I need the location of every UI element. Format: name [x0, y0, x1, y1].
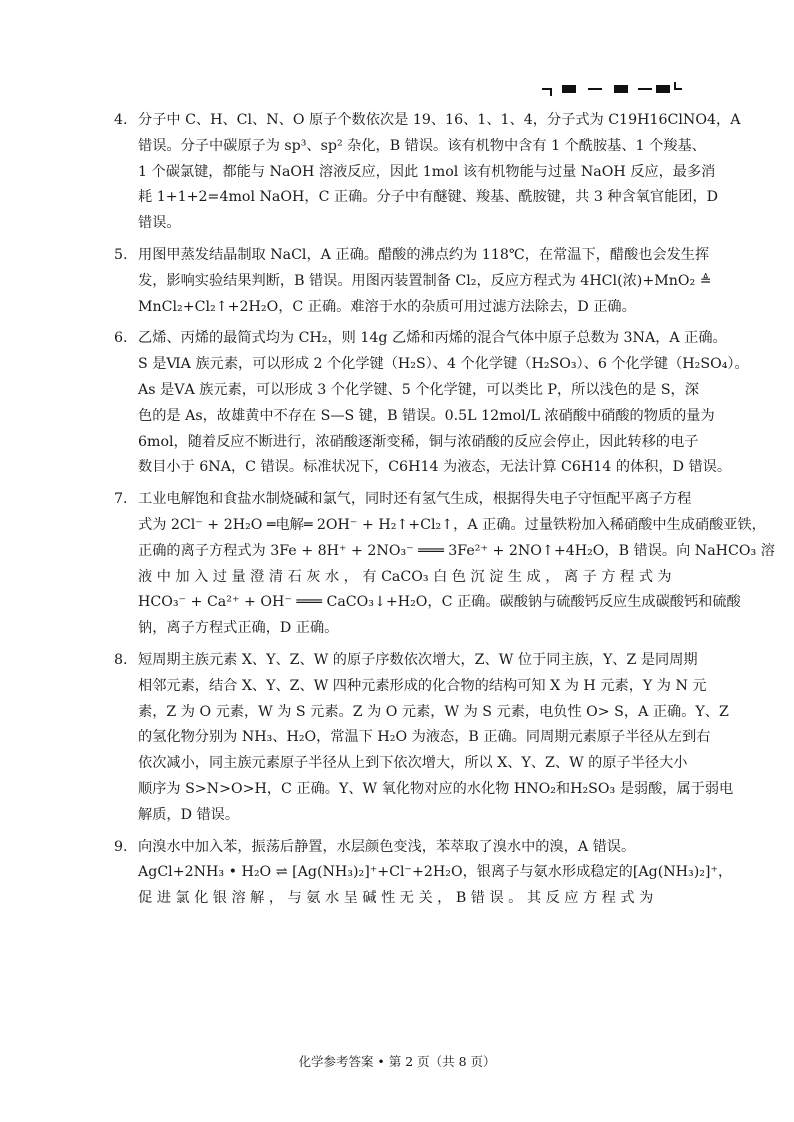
answer-item-8 [114, 648, 734, 829]
text-line: 1 个碳氯键，都能与 NaOH 溶液反应，因此 1mol 该有机物能与过量 NaOH 反应，最多消 [138, 163, 716, 180]
text-line: 发，影响实验结果判断，B 错误。用图丙装置制备 Cl₂，反应方程式为 4HCl(浓)+MnO₂ ≜ [138, 272, 712, 289]
text-line: HCO₃⁻ + Ca²⁺ + OH⁻ ═══ CaCO₃↓+H₂O，C 正确。碳酸钠与硫酸钙反应生成碳酸钙和硫酸 [138, 594, 741, 611]
answer-item-4 [114, 108, 741, 237]
page-footer: 化学参考答案 • 第 2 页（共 8 页） [298, 1054, 496, 1069]
text-line: 正确的离子方程式为 3Fe + 8H⁺ + 2NO₃⁻ ═══ 3Fe²⁺ + 2NO↑+4H₂O，B 错误。向 NaHCO₃ 溶 [138, 542, 775, 559]
text-line: 顺序为 S>N>O>H，C 正确。Y、W 氧化物对应的水化物 HNO₂和H₂SO₃ 是弱酸，属于弱电 [138, 780, 734, 797]
text-line: AgCl+2NH₃ • H₂O ⇌ [Ag(NH₃)₂]⁺+Cl⁻+2H₂O，银离子与氨水形成稳定的[Ag(NH₃)₂]⁺， [138, 864, 733, 881]
text-line: 6mol，随着反应不断进行，浓硝酸逐渐变稀，铜与浓硝酸的反应会停止，因此转移的电子 [138, 433, 699, 450]
text-line: 工业电解饱和食盐水制烧碱和氯气，同时还有氢气生成，根据得失电子守恒配平离子方程 [138, 491, 692, 508]
text-line: 短周期主族元素 X、Y、Z、W 的原子序数依次增大，Z、W 位于同主族，Y、Z 是同周期 [138, 651, 698, 668]
text-line: 的氢化物分别为 NH₃、H₂O，常温下 H₂O 为液态，B 正确。同周期元素原子半径从左到右 [138, 729, 711, 746]
text-line: MnCl₂+Cl₂↑+2H₂O，C 正确。难溶于水的杂质可用过滤方法除去，D 正确。 [138, 298, 636, 315]
item-number: 5. [114, 246, 128, 263]
text-line: 液 中 加 入 过 量 澄 清 石 灰 水 ， 有 CaCO₃ 白 色 沉 淀 生 成 ， 离 子 方 程 式 为 [138, 568, 672, 585]
answer-content [114, 108, 775, 912]
item-number: 4. [114, 112, 128, 128]
answer-item-5 [114, 243, 712, 320]
text-line: 错误。分子中碳原子为 sp³、sp² 杂化，B 错误。该有机物中含有 1 个酰胺基、1 个羧基、 [138, 137, 706, 154]
text-line: 相邻元素，结合 X、Y、Z、W 四种元素形成的化合物的结构可知 X 为 H 元素，Y 为 N 元 [138, 677, 707, 694]
item-number: 6. [114, 330, 128, 347]
text-line: 数目小于 6NA，C 错误。标准状况下，C6H14 为液态，无法计算 C6H14 的体积，D 错误。 [138, 459, 732, 476]
text-line: As 是ⅤA 族元素，可以形成 3 个化学键、5 个化学键，可以类比 P，所以浅色的是 S，深 [138, 381, 699, 398]
answer-item-6 [114, 326, 749, 481]
text-line: S 是ⅥA 族元素，可以形成 2 个化学键（H₂S）、4 个化学键（H₂SO₃）、6 个化学键（H₂SO₄）。 [138, 356, 749, 373]
item-number: 8. [114, 651, 128, 668]
text-line: 乙烯、丙烯的最简式均为 CH₂，则 14g 乙烯和丙烯的混合气体中原子总数为 3NA，A 正确。 [138, 330, 727, 347]
text-line: 解质，D 错误。 [138, 806, 240, 823]
item-number: 7. [114, 491, 128, 508]
answer-item-9 [114, 835, 733, 912]
text-line: 色的是 As，故雄黄中不存在 S—S 键，B 错误。0.5L 12mol/L 浓硝酸中硝酸的物质的量为 [138, 407, 715, 424]
text-line: 促 进 氯 化 银 溶 解 ， 与 氨 水 呈 碱 性 无 关 ， B 错 误 。 其 反 应 方 程 式 为 [138, 890, 654, 907]
text-line: 向溴水中加入苯，振荡后静置，水层颜色变浅，苯萃取了溴水中的溴，A 错误。 [138, 838, 636, 855]
text-line: 式为 2Cl⁻ + 2H₂O ═电解═ 2OH⁻ + H₂↑+Cl₂↑，A 正确。过量铁粉加入稀硝酸中生成硝酸亚铁， [138, 516, 766, 533]
header-marks [542, 82, 682, 96]
item-number: 9. [114, 838, 128, 855]
text-line: 素，Z 为 O 元素，W 为 S 元素。Z 为 O 元素，W 为 S 元素，电负性 O> S，A 正确。Y、Z [138, 703, 729, 720]
text-line: 依次减小，同主族元素原子半径从上到下依次增大，所以 X、Y、Z、W 的原子半径大小 [138, 755, 688, 772]
answer-item-7 [114, 487, 775, 642]
text-line: 耗 1+1+2=4mol NaOH，C 正确。分子中有醚键、羧基、酰胺键，共 3 种含氧官能团，D [138, 189, 719, 206]
text-line: 错误。 [138, 215, 181, 232]
text-line: 分子中 C、H、Cl、N、O 原子个数依次是 19、16、1、1、4，分子式为 C19H16ClNO4，A [138, 112, 741, 128]
text-line: 钠，离子方程式正确，D 正确。 [138, 620, 339, 637]
text-line: 用图甲蒸发结晶制取 NaCl，A 正确。醋酸的沸点约为 118℃，在常温下，醋酸也会发生挥 [138, 246, 710, 263]
